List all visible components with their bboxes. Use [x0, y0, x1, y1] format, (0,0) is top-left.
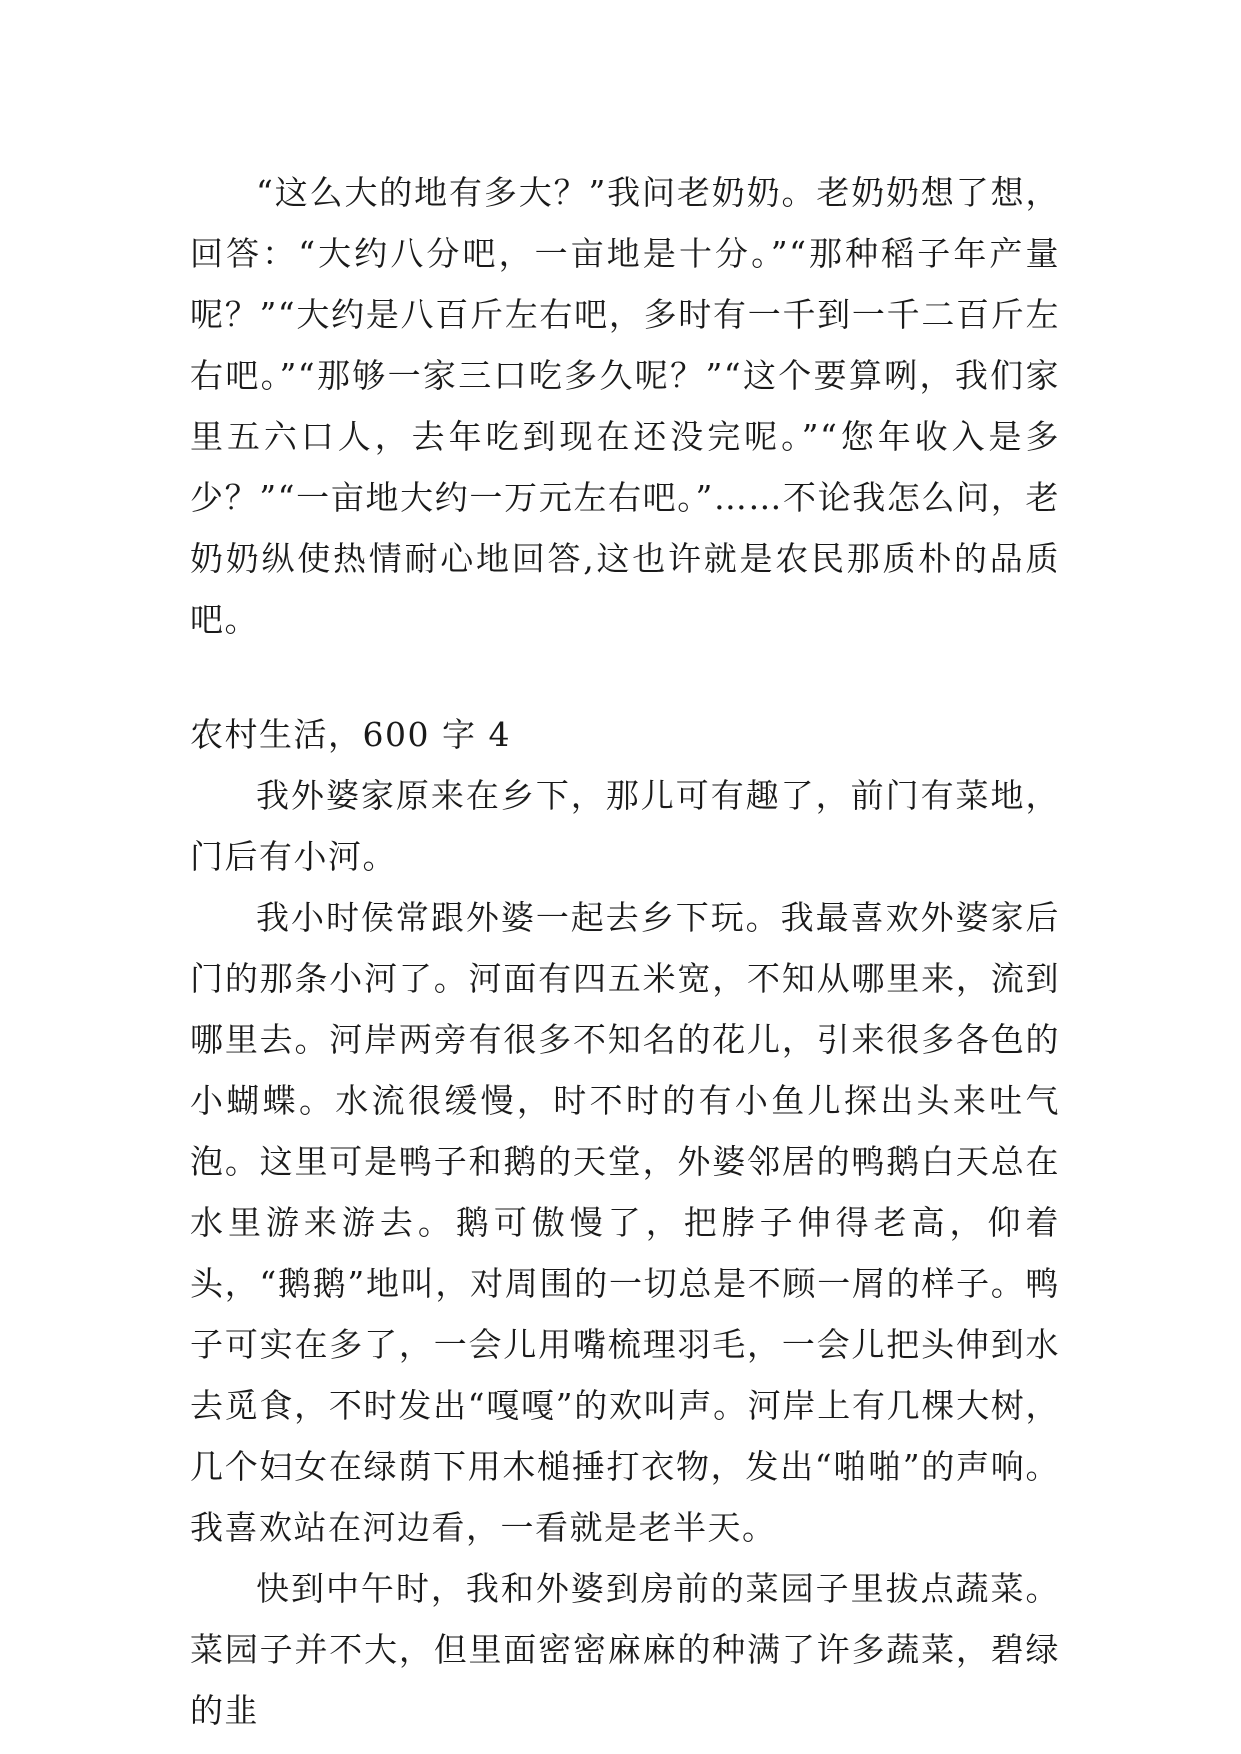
paragraph-intro: 我外婆家原来在乡下，那儿可有趣了，前门有菜地，门后有小河。 — [190, 776, 1060, 876]
section-heading: 农村生活，600 字 4 — [190, 715, 511, 754]
paragraph-river: 我小时侯常跟外婆一起去乡下玩。我最喜欢外婆家后门的那条小河了。河面有四五米宽，不知从哪里来，流到哪里去。河岸两旁有很多不知名的花儿，引来很多各色的小蝴蝶。水流很缓慢，时不时的有小鱼儿探出头来吐气泡。这里可是鸭子和鹅的天堂，外婆邻居的鸭鹅白天总在水里游来游去。鹅可傲慢了，把脖子伸得老高，仰着头，“鹅鹅”地叫，对周围的一切总是不顾一屑的样子。鸭子可实在多了，一会儿用嘴梳理羽毛，一会儿把头伸到水去觅食，不时发出“嘎嘎”的欢叫声。河岸上有几棵大树，几个妇女在绿荫下用木槌捶打衣物，发出“啪啪”的声响。我喜欢站在河边看，一看就是老半天。 — [190, 898, 1060, 1547]
document-body — [190, 162, 1060, 1741]
paragraph-dialogue: “这么大的地有多大？”我问老奶奶。老奶奶想了想，回答：“大约八分吧，一亩地是十分。”“那种稻子年产量呢？”“大约是八百斤左右吧，多时有一千到一千二百斤左右吧。”“那够一家三口吃多久呢？”“这个要算咧，我们家里五六口人，去年吃到现在还没完呢。”“您年收入是多少？”“一亩地大约一万元左右吧。”……不论我怎么问，老奶奶纵使热情耐心地回答,这也许就是农民那质朴的品质吧。 — [190, 173, 1060, 639]
paragraph-garden: 快到中午时，我和外婆到房前的菜园子里拔点蔬菜。菜园子并不大，但里面密密麻麻的种满了许多蔬菜，碧绿的韭 — [190, 1569, 1060, 1730]
